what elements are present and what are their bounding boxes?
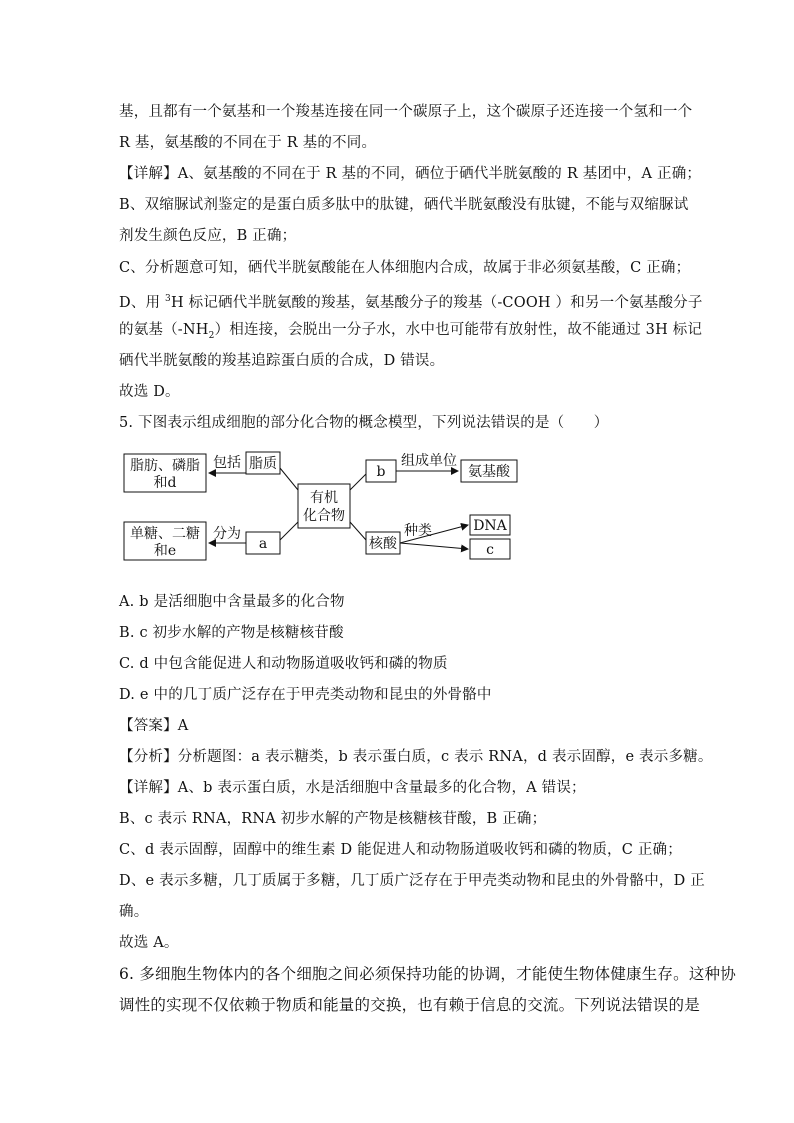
option-b: B. c 初步水解的产物是核糖核苷酸 bbox=[119, 625, 344, 641]
center-label-1: 有机 bbox=[310, 490, 338, 506]
detail-line: D、e 表示多糖，几丁质属于多糖，几丁质广泛存在于甲壳类动物和昆虫的外骨骼中，D 正 bbox=[119, 873, 705, 889]
detail-line: 确。 bbox=[119, 904, 149, 920]
unit-label: 组成单位 bbox=[401, 453, 457, 469]
option-c: C. d 中包含能促进人和动物肠道吸收钙和磷的物质 bbox=[119, 656, 448, 672]
text-line: C、分析题意可知，硒代半胱氨酸能在人体细胞内合成，故属于非必须氨基酸，C 正确； bbox=[119, 260, 691, 276]
nucleic-label: 核酸 bbox=[369, 536, 397, 552]
a-label: a bbox=[258, 536, 268, 552]
detail-line: 故选 A。 bbox=[119, 935, 179, 951]
center-label-2: 化合物 bbox=[303, 508, 345, 524]
text-line: D、用 $^3$H 标记硒代半胱氨酸的羧基，氨基酸分子的羧基（-COOH ）和另一个氨基酸分子 bbox=[119, 294, 703, 311]
kinds-label: 种类 bbox=[404, 523, 432, 539]
answer: 【答案】A bbox=[119, 718, 189, 734]
lipid-label: 脂质 bbox=[249, 456, 277, 472]
divide-label: 分为 bbox=[213, 526, 241, 542]
concept-diagram bbox=[118, 448, 528, 570]
option-a: A. b 是活细胞中含量最多的化合物 bbox=[119, 594, 345, 610]
detail-line: B、c 表示 RNA，RNA 初步水解的产物是核糖核苷酸，B 正确； bbox=[119, 811, 547, 827]
sugar-content-label-2: 和e bbox=[153, 543, 177, 559]
detail-line: C、d 表示固醇，固醇中的维生素 D 能促进人和动物肠道吸收钙和磷的物质，C 正确； bbox=[119, 842, 682, 858]
question-5: 5. 下图表示组成细胞的部分化合物的概念模型，下列说法错误的是（ ） bbox=[119, 415, 609, 431]
text-line: 硒代半胱氨酸的羧基追踪蛋白质的合成，D 错误。 bbox=[119, 353, 445, 369]
lipid-content-label-1: 脂肪、磷脂 bbox=[130, 458, 200, 474]
option-d: D. e 中的几丁质广泛存在于甲壳类动物和昆虫的外骨骼中 bbox=[119, 687, 492, 703]
text-line: 剂发生颜色反应，B 正确； bbox=[119, 228, 297, 244]
text-line: R 基，氨基酸的不同在于 R 基的不同。 bbox=[119, 135, 377, 151]
analysis: 【分析】分析题图：a 表示糖类，b 表示蛋白质，c 表示 RNA，d 表示固醇，e 表示多糖。 bbox=[119, 749, 713, 765]
amino-label: 氨基酸 bbox=[468, 464, 510, 480]
question-6-line: 调性的实现不仅依赖于物质和能量的交换，也有赖于信息的交流。下列说法错误的是 bbox=[119, 996, 700, 1014]
b-label: b bbox=[376, 464, 386, 480]
detail-line: 【详解】A、b 表示蛋白质，水是活细胞中含量最多的化合物，A 错误； bbox=[119, 780, 586, 796]
text-line: 基，且都有一个氨基和一个羧基连接在同一个碳原子上，这个碳原子还连接一个氢和一个 bbox=[119, 104, 693, 120]
text-line: 【详解】A、氨基酸的不同在于 R 基的不同，硒位于硒代半胱氨酸的 R 基团中，A 正确； bbox=[119, 166, 702, 182]
question-6-line: 6. 多细胞生物体内的各个细胞之间必须保持功能的协调，才能使生物体健康生存。这种协 bbox=[119, 965, 736, 983]
include-label: 包括 bbox=[213, 455, 241, 471]
dna-label: DNA bbox=[473, 518, 507, 534]
text-line: 故选 D。 bbox=[119, 384, 180, 400]
sugar-content-label-1: 单糖、二糖 bbox=[130, 526, 200, 542]
c-label: c bbox=[486, 542, 494, 558]
lipid-content-label-2: 和d bbox=[153, 475, 177, 491]
text-line: B、双缩脲试剂鉴定的是蛋白质多肽中的肽键，硒代半胱氨酸没有肽键，不能与双缩脲试 bbox=[119, 197, 689, 213]
text-line: 的氨基$(-NH_2)$相连接，会脱出一分子水，水中也可能带有放射性，故不能通过 3H 标记 bbox=[119, 322, 703, 341]
